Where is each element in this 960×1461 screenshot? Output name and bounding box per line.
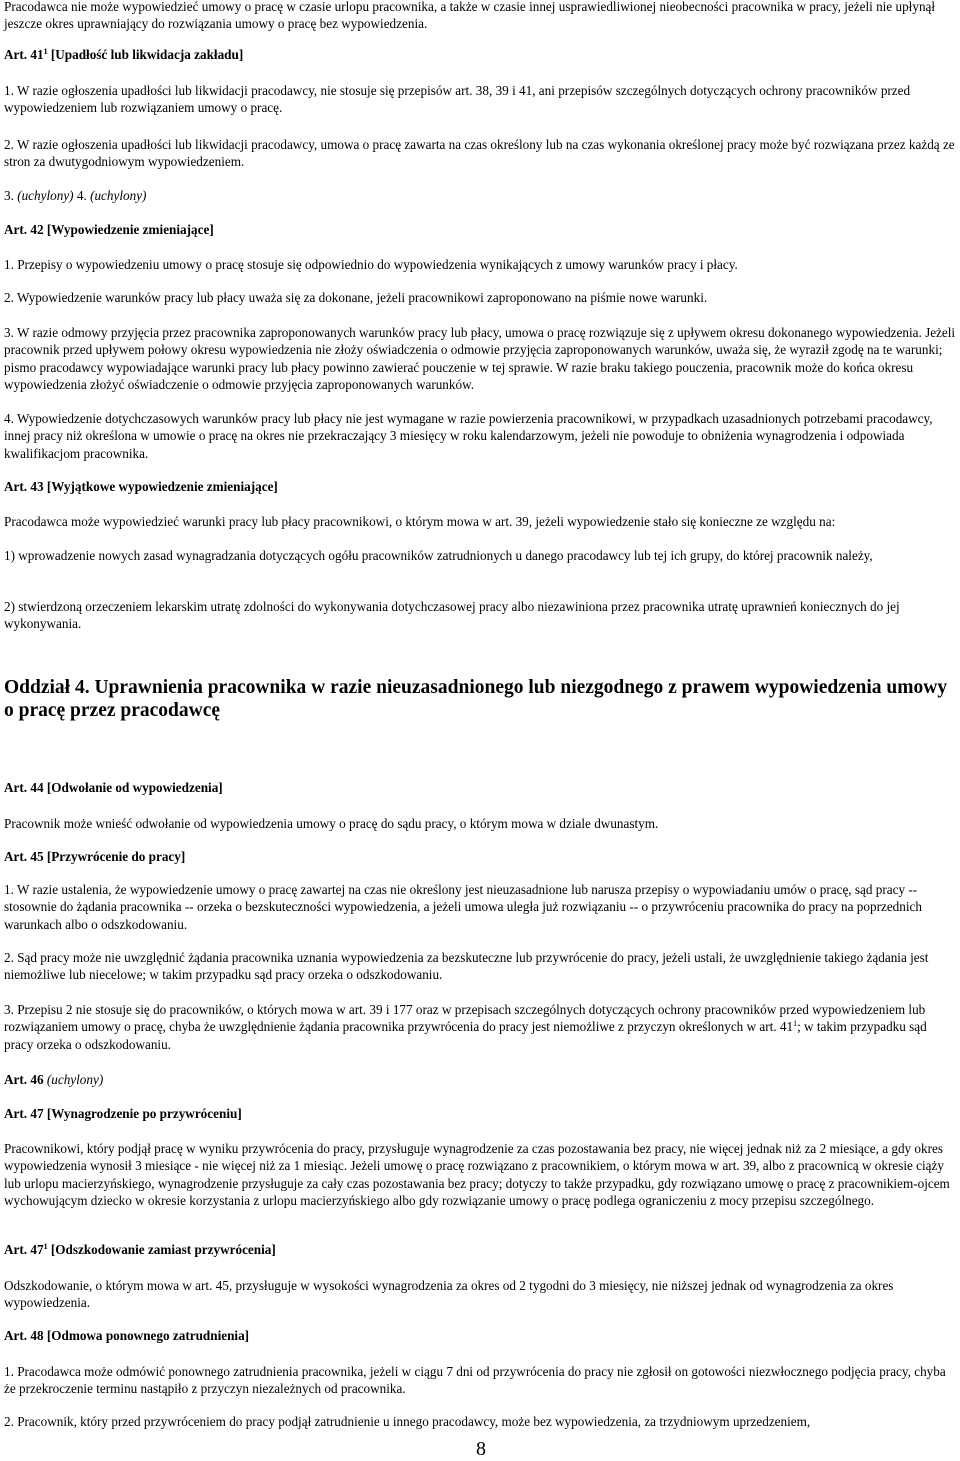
art42-heading: Art. 42 [Wypowiedzenie zmieniające]	[4, 222, 214, 237]
art47-1-paragraph: Odszkodowanie, o którym mowa w art. 45, przysługuje w wysokości wynagrodzenia za okres od 2 tygodni do 3 miesięcy, nie niższej jednak od wynagrodzenia za okres wypowiedzenia.	[4, 1278, 894, 1311]
art45-paragraph-2: 2. Sąd pracy może nie uwzględnić żądania pracownika uznania wypowiedzenia za bezskuteczne lub przywrócenie do pracy, jeżeli ustali, że uwzględnienie takiego żądania jest niemożliwe lub niecelowe; w takim przypadku sąd pracy orzeka o odszkodowaniu.	[4, 950, 929, 983]
point-number: 4.	[76, 188, 87, 203]
repealed-note: (uchylony)	[90, 188, 147, 203]
art42-paragraph-4: 4. Wypowiedzenie dotychczasowych warunków pracy lub płacy nie jest wymagane w razie powierzenia pracownikowi, w przypadkach uzasadnionych potrzebami pracodawcy, innej pracy niż określona w umowie o pracę na okres nie przekraczający 3 miesięcy w roku kalendarzowym, jeżeli nie powoduje to obniżenia wynagrodzenia i odpowiada kwalifikacjom pracownika.	[4, 411, 933, 461]
art42-paragraph-1: 1. Przepisy o wypowiedzeniu umowy o pracę stosuje się odpowiednio do wypowiedzenia wynikających z umowy warunków pracy i płacy.	[4, 257, 738, 272]
repealed-note: (uchylony)	[17, 188, 74, 203]
art43-paragraph-intro: Pracodawca może wypowiedzieć warunki pracy lub płacy pracownikowi, o którym mowa w art. 39, jeżeli wypowiedzenie stało się konieczne ze względu na:	[4, 514, 836, 529]
art45-paragraph-3	[4, 1001, 956, 1053]
art43-point-1: 1) wprowadzenie nowych zasad wynagradzania dotyczących ogółu pracowników zatrudnionych u danego pracodawcy lub tej ich grupy, do której pracownik należy,	[4, 548, 873, 563]
art43-heading: Art. 43 [Wyjątkowe wypowiedzenie zmieniające]	[4, 479, 278, 494]
art45-heading: Art. 45 [Przywrócenie do pracy]	[4, 849, 186, 864]
art48-paragraph-1: 1. Pracodawca może odmówić ponownego zatrudnienia pracownika, jeżeli w ciągu 7 dni od przywrócenia do pracy nie zgłosił on gotowości niezwłocznego podjęcia pracy, chyba że przekroczenie terminu nastąpiło z przyczyn niezależnych od pracownika.	[4, 1364, 946, 1397]
art46-line	[4, 1071, 956, 1088]
superscript: 1	[793, 1019, 798, 1029]
art41-1-heading	[4, 46, 956, 63]
art46-heading: Art. 46	[4, 1072, 44, 1087]
heading-text: [Odszkodowanie zamiast przywrócenia]	[47, 1242, 276, 1257]
paragraph-text: 3. Przepisu 2 nie stosuje się do pracowników, o których mowa w art. 39 i 177 oraz w przepisach szczególnych dotyczących ochrony pracowników przed wypowiedzeniem lub rozwiązaniem umowy o pracę, chyba że uwzględnienie żądania pracownika przywrócenia do pracy jest niemożliwe z przyczyn określonych w art. 41	[4, 1002, 926, 1035]
art41-1-paragraph-3-4	[4, 187, 956, 204]
art44-heading: Art. 44 [Odwołanie od wypowiedzenia]	[4, 780, 223, 795]
art43-point-2: 2) stwierdzoną orzeczeniem lekarskim utratę zdolności do wykonywania dotychczasowej pracy albo niezawiniona przez pracownika utratę uprawnień koniecznych do jej wykonywania.	[4, 599, 900, 632]
art47-heading: Art. 47 [Wynagrodzenie po przywróceniu]	[4, 1106, 242, 1121]
repealed-note: (uchylony)	[46, 1072, 104, 1087]
art41-1-paragraph-1: 1. W razie ogłoszenia upadłości lub likwidacji pracodawcy, nie stosuje się przepisów art. 38, 39 i 41, ani przepisów szczególnych dotyczących ochrony pracowników przed wypowiedzeniem lub rozwiązaniem umowy o pracę.	[4, 83, 911, 116]
heading-text: Art. 41	[4, 47, 44, 62]
heading-text: Art. 47	[4, 1242, 44, 1257]
paragraph-text: ; w takim przypadku sąd pracy orzeka o odszkodowaniu.	[4, 1019, 927, 1052]
page-number: 8	[476, 1438, 486, 1460]
art47-paragraph: Pracownikowi, który podjął pracę w wyniku przywrócenia do pracy, przysługuje wynagrodzenie za czas pozostawania bez pracy, nie więcej jednak niż za 2 miesiące, a gdy okres wypowiedzenia wynosił 3 miesiące - nie więcej niż za 1 miesiąc. Jeżeli umowę o pracę rozwiązano z pracownikiem, o którym mowa w art. 39, albo z pracownicą w okresie ciąży lub urlopu macierzyńskiego, wynagrodzenie przysługuje za cały czas pozostawania bez pracy; dotyczy to także przypadku, gdy rozwiązano umowę o pracę z pracownikiem-ojcem wychowującym dziecko w okresie korzystania z urlopu macierzyńskiego albo gdy rozwiązanie umowy o pracę podlega ograniczeniu z mocy przepisu szczególnego.	[4, 1141, 950, 1209]
superscript: 1	[43, 47, 48, 56]
art45-paragraph-1: 1. W razie ustalenia, że wypowiedzenie umowy o pracę zawartej na czas nie określony jest nieuzasadnione lub narusza przepisy o wypowiadaniu umów o pracę, sąd pracy -- stosownie do żądania pracownika -- orzeka o bezskuteczności wypowiedzenia, a jeżeli umowa uległa już rozwiązaniu -- o przywróceniu pracownika do pracy na poprzednich warunkach albo o odszkodowaniu.	[4, 882, 922, 932]
art48-heading: Art. 48 [Odmowa ponownego zatrudnienia]	[4, 1328, 250, 1343]
point-number: 3.	[4, 188, 14, 203]
art48-paragraph-2: 2. Pracownik, który przed przywróceniem do pracy podjął zatrudnienie u innego pracodawcy, może bez wypowiedzenia, za trzydniowym uprzedzeniem,	[4, 1414, 811, 1429]
superscript: 1	[43, 1242, 48, 1251]
art44-paragraph: Pracownik może wnieść odwołanie od wypowiedzenia umowy o pracę do sądu pracy, o którym mowa w dziale dwunastym.	[4, 816, 659, 831]
art42-paragraph-2: 2. Wypowiedzenie warunków pracy lub płacy uważa się za dokonane, jeżeli pracownikowi zaproponowano na piśmie nowe warunki.	[4, 290, 708, 305]
art41-1-paragraph-2: 2. W razie ogłoszenia upadłości lub likwidacji pracodawcy, umowa o pracę zawarta na czas określony lub na czas wykonania określonej pracy może być rozwiązana przez każdą ze stron za dwutygodniowym wypowiedzeniem.	[4, 137, 955, 170]
section-title: Oddział 4. Uprawnienia pracownika w razie nieuzasadnionego lub niezgodnego z prawem wypowiedzenia umowy o pracę przez pracodawcę	[4, 677, 948, 721]
heading-text: [Upadłość lub likwidacja zakładu]	[47, 47, 244, 62]
art42-paragraph-3: 3. W razie odmowy przyjęcia przez pracownika zaproponowanych warunków pracy lub płacy, umowa o pracę rozwiązuje się z upływem okresu dokonanego wypowiedzenia. Jeżeli pracownik przed upływem połowy okresu wypowiedzenia nie złoży oświadczenia o odmowie przyjęcia zaproponowanych warunków, uważa się, że wyraził zgodę na te warunki; pismo pracodawcy wypowiadające warunki pracy lub płacy powinno zawierać pouczenie w tej sprawie. W razie braku takiego pouczenia, pracownik może do końca okresu wypowiedzenia złożyć oświadczenie o odmowie przyjęcia zaproponowanych warunków.	[4, 325, 956, 393]
art47-1-heading	[4, 1241, 956, 1258]
intro-paragraph: Pracodawca nie może wypowiedzieć umowy o pracę w czasie urlopu pracownika, a także w czasie innej usprawiedliwionej nieobecności pracownika w pracy, jeżeli nie upłynął jeszcze okres uprawniający do rozwiązania umowy o pracę bez wypowiedzenia.	[4, 0, 936, 32]
